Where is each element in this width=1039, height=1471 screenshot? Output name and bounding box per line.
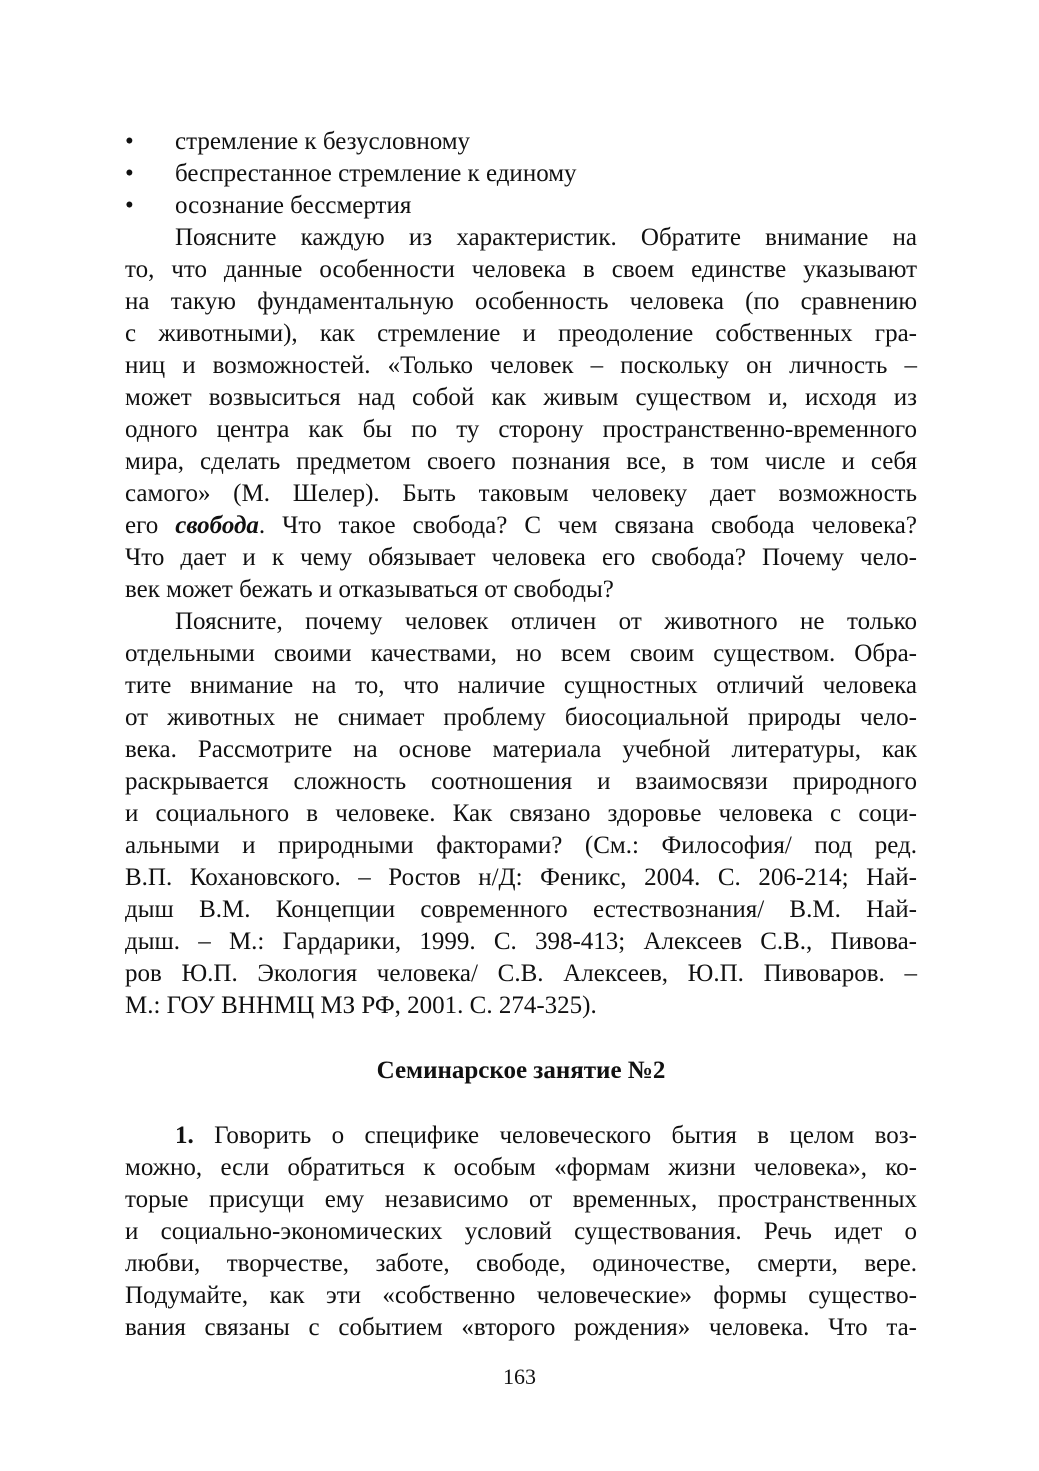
list-item: • осознание бессмертия	[125, 190, 917, 222]
text-line: отдельными своими качествами, но всем своим существом. Обра-	[125, 640, 917, 667]
text-line: альными и природными факторами? (См.: Философия/ под ред.	[125, 832, 917, 859]
bullet-list	[125, 126, 917, 222]
text-line: торые присущи ему независимо от временных, пространственных	[125, 1186, 917, 1213]
text-line: Что дает и к чему обязывает человека его свобода? Почему чело-	[125, 544, 917, 571]
text-line: ниц и возможностей. «Только человек – поскольку он личность –	[125, 352, 917, 379]
text-line: на такую фундаментальную особенность человека (по сравнению	[125, 288, 917, 315]
text-line: века. Рассмотрите на основе материала учебной литературы, как	[125, 736, 917, 763]
list-item: • беспрестанное стремление к единому	[125, 158, 917, 190]
text-line: и социально-экономических условий существования. Речь идет о	[125, 1218, 917, 1245]
text-line: с животными), как стремление и преодоление собственных гра-	[125, 320, 917, 347]
text-line: дыш. – М.: Гардарики, 1999. С. 398-413; Алексеев С.В., Пивова-	[125, 928, 917, 955]
text-line: раскрывается сложность соотношения и взаимосвязи природного	[125, 768, 917, 795]
bullet-icon: •	[125, 192, 134, 219]
bullet-icon: •	[125, 160, 134, 187]
text-line: то, что данные особенности человека в своем единстве указывают	[125, 256, 917, 283]
text-line: мира, сделать предметом своего познания все, в том числе и себя	[125, 448, 917, 475]
paragraph-biosocial	[125, 606, 917, 1022]
paragraph-forms-of-life	[125, 1120, 917, 1344]
text-line: дыш В.М. Концепции современного естествознания/ В.М. Най-	[125, 896, 917, 923]
text-line: вания связаны с событием «второго рождения» человека. Что та-	[125, 1314, 917, 1341]
text-line: одного центра как бы по ту сторону пространственно-временного	[125, 416, 917, 443]
page-number: 163	[503, 1364, 536, 1389]
text-line: ров Ю.П. Экология человека/ С.В. Алексеев, Ю.П. Пивоваров. –	[125, 960, 917, 987]
text-line: век может бежать и отказываться от свободы?	[125, 576, 614, 603]
text-line: можно, если обратиться к особым «формам жизни человека», ко-	[125, 1154, 917, 1181]
paragraph-freedom	[125, 222, 917, 606]
text-line: тите внимание на то, что наличие сущностных отличий человека	[125, 672, 917, 699]
text-line: В.П. Кохановского. – Ростов н/Д: Феникс, 2004. С. 206-214; Най-	[125, 864, 917, 891]
text-line: любви, творчестве, заботе, свободе, одиночестве, смерти, вере.	[125, 1250, 917, 1277]
emphasis-freedom: свобода	[175, 512, 259, 539]
list-item: • стремление к безусловному	[125, 126, 917, 158]
text-line: Поясните, почему человек отличен от животного не только	[175, 608, 917, 635]
text-line: Подумайте, как эти «собственно человеческие» формы существо-	[125, 1282, 917, 1309]
page-content	[125, 126, 917, 1344]
text-line: может возвыситься над собой как живым существом и, исходя из	[125, 384, 917, 411]
bullet-icon: •	[125, 128, 134, 155]
section-heading: Семинарское занятие №2	[376, 1057, 666, 1084]
text-line: самого» (М. Шелер). Быть таковым человеку дает возможность	[125, 480, 917, 507]
item-number: 1.	[175, 1122, 194, 1149]
text-line: от животных не снимает проблему биосоциальной природы чело-	[125, 704, 917, 731]
text-line: Поясните каждую из характеристик. Обратите внимание на	[175, 224, 917, 251]
text-line: 1. Говорить о специфике человеческого бытия в целом воз-	[175, 1122, 917, 1149]
text-line: и социального в человеке. Как связано здоровье человека с соци-	[125, 800, 917, 827]
text-line: его свобода. Что такое свобода? С чем связана свобода человека?	[125, 512, 917, 539]
text-line: М.: ГОУ ВННМЦ МЗ РФ, 2001. С. 274-325).	[125, 992, 597, 1019]
